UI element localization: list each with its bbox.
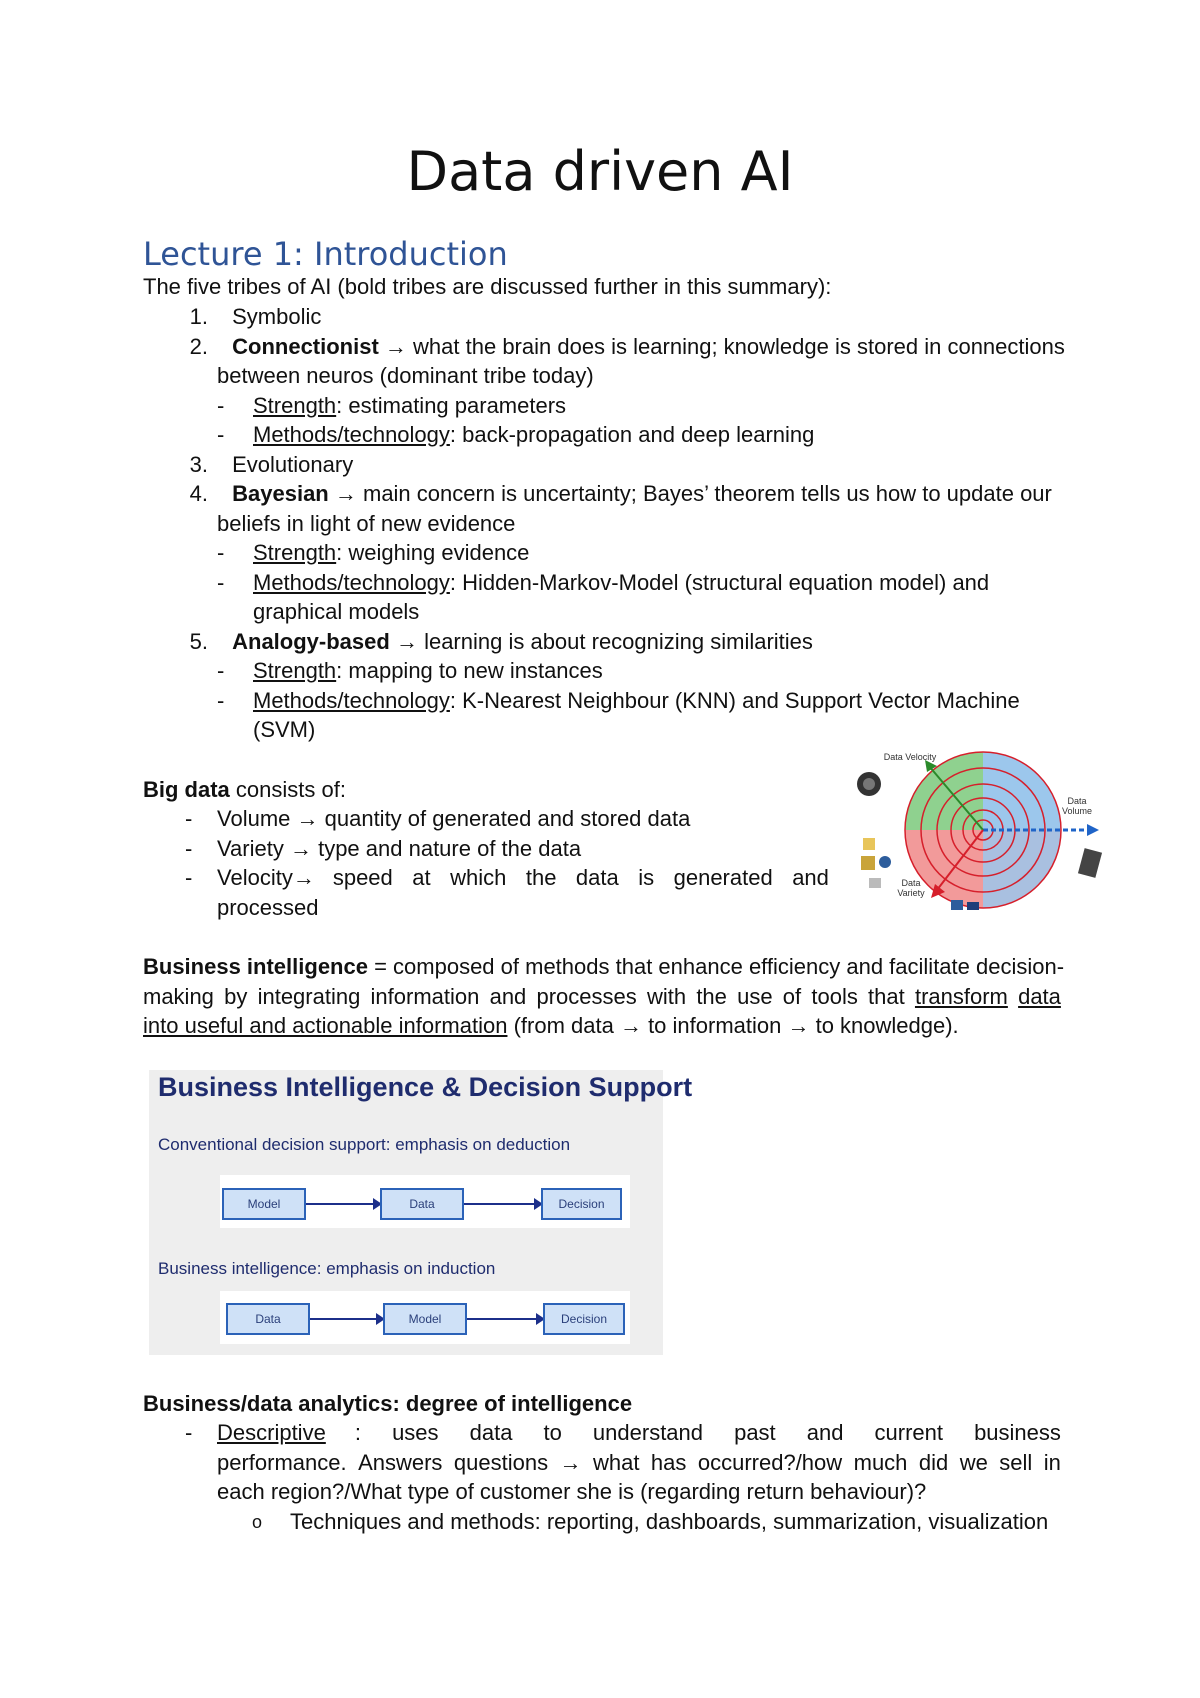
bigdata-desc: [333, 863, 829, 893]
tribe-description: what the brain does is learning; knowledge is stored in connections: [406, 334, 1065, 359]
arrow-glyph: →: [787, 1013, 810, 1038]
volume-arrow-head: [1087, 824, 1099, 836]
bi-word: processes: [536, 984, 637, 1009]
analytics-word: what: [592, 1450, 640, 1475]
bi-text: = composed of methods that enhance efficiency and facilitate decision-: [367, 954, 1065, 979]
bi-induction-label: Business intelligence: emphasis on induction: [158, 1259, 496, 1278]
velocity-word: and: [792, 865, 829, 890]
conventional-label: Conventional decision support: emphasis on deduction: [158, 1135, 571, 1154]
arrow-glyph: →: [384, 334, 407, 359]
analytics-word: to: [543, 1420, 562, 1445]
analytics-word: much: [853, 1450, 908, 1475]
velocity-sector: [895, 750, 985, 830]
flow-box: Model: [222, 1188, 306, 1220]
tribe-description: main concern is uncertainty; Bayes’ theorem tells us how to update our: [356, 481, 1052, 506]
analytics-word: questions: [453, 1450, 549, 1475]
bullet-dash: -: [185, 865, 193, 890]
bi-word: by: [224, 984, 248, 1009]
analytics-word: sell: [999, 1450, 1033, 1475]
velocity-word: generated: [673, 865, 773, 890]
bigdata-item-variety: [185, 834, 582, 864]
bi-word: with: [646, 984, 687, 1009]
analytics-word: occurred?/how: [697, 1450, 843, 1475]
media-icon: [951, 900, 963, 910]
bigdata-label-rest: consists of:: [229, 777, 346, 802]
analytics-word: performance.: [217, 1450, 347, 1475]
document-icon: [863, 838, 875, 850]
arrow-glyph: →: [559, 1450, 582, 1475]
methods-text: : K-Nearest Neighbour (KNN) and Support Vector Machine: [449, 688, 1020, 713]
velocity-word: at: [412, 865, 431, 890]
methods-label: Methods/technology: [253, 570, 450, 595]
list-number: 1.: [189, 304, 208, 329]
analytics-heading-text: Business/data analytics: degree of intelligence: [143, 1391, 633, 1416]
flow-box: Data: [226, 1303, 310, 1335]
sub-item: [217, 391, 567, 421]
hard-drive-icon: [1078, 848, 1102, 878]
arrow-glyph: →: [334, 481, 357, 506]
list-item: [168, 479, 1052, 509]
bi-underlined-word: data: [1018, 984, 1061, 1009]
strength-text: : mapping to new instances: [336, 658, 603, 683]
methods-text: : back-propagation and deep learning: [449, 422, 815, 447]
bi-text: to knowledge).: [809, 1013, 959, 1038]
arrow-glyph: →: [289, 836, 312, 861]
variety-label: Data Variety: [897, 878, 925, 898]
bi-word: integrating: [257, 984, 361, 1009]
descriptive-analytics-label: Descriptive: [217, 1420, 326, 1445]
bi-figure-title: Business Intelligence & Decision Support: [158, 1072, 693, 1102]
tribe-description-cont: between neuros (dominant tribe today): [217, 363, 594, 388]
bullet-dash: -: [217, 688, 225, 713]
globe-icon: [879, 856, 891, 868]
analytics-line3: each region?/What type of customer she is (regarding return behaviour)?: [217, 1479, 927, 1504]
bi-word: and: [489, 984, 527, 1009]
sub-item: [217, 686, 1020, 716]
list-number: 5.: [189, 629, 208, 654]
bi-paragraph-line1: [143, 952, 1064, 982]
analytics-word: we: [959, 1450, 988, 1475]
tribe-name: Bayesian: [232, 481, 329, 506]
bigdata-desc: type and nature of the data: [311, 836, 582, 861]
bigdata-item-volume: [185, 804, 691, 834]
analytics-line2: [217, 1448, 1061, 1478]
intro-text: The five tribes of AI (bold tribes are discussed further in this summary):: [143, 274, 832, 299]
bi-word: information: [370, 984, 480, 1009]
velocity-word: which: [450, 865, 507, 890]
bi-word: of: [782, 984, 802, 1009]
arrow-glyph: →: [619, 1013, 642, 1038]
sub-item: [217, 538, 530, 568]
bi-word: tools: [811, 984, 858, 1009]
bullet-dash: -: [217, 422, 225, 447]
analytics-line1: [217, 1418, 1061, 1448]
bigdata-label: Big data: [143, 777, 230, 802]
flow-arrow: [310, 1318, 383, 1320]
strength-label: Strength: [253, 540, 337, 565]
strength-label: Strength: [253, 658, 337, 683]
flow-box: Data: [380, 1188, 464, 1220]
bi-paragraph-line2: [143, 982, 1061, 1012]
tribe-name: Evolutionary: [232, 452, 354, 477]
tribe-description-cont: beliefs in light of new evidence: [217, 511, 516, 536]
lecture-heading: Lecture 1: Introduction: [143, 235, 508, 273]
list-item: [168, 332, 1065, 362]
bi-word: that: [868, 984, 905, 1009]
bi-word: the: [696, 984, 727, 1009]
flow-arrow: [464, 1203, 541, 1205]
document-title: Data driven AI: [406, 140, 794, 203]
velocity-label: Data Velocity: [883, 752, 937, 762]
folder-icon: [861, 856, 875, 870]
tribe-name: Connectionist: [232, 334, 379, 359]
strength-text: : estimating parameters: [336, 393, 567, 418]
bi-underlined: into useful and actionable information: [143, 1013, 508, 1038]
flow-box: Decision: [541, 1188, 622, 1220]
velocity-word: speed: [332, 865, 393, 890]
sub-item: [217, 420, 815, 450]
list-number: 2.: [189, 334, 208, 359]
arrow-glyph: →: [395, 629, 418, 654]
email-icon: [869, 878, 881, 888]
analytics-word: understand: [592, 1420, 704, 1445]
analytics-heading: [143, 1389, 632, 1419]
bullet-o: o: [252, 1512, 263, 1532]
flow-arrow: [467, 1318, 543, 1320]
sub-item: [217, 568, 990, 598]
tribe-name: Symbolic: [232, 304, 322, 329]
volume-label: Data Volume: [1061, 796, 1093, 816]
bi-label: Business intelligence: [143, 954, 368, 979]
phone-icon: [967, 902, 979, 910]
methods-text-cont: graphical models: [253, 599, 420, 624]
list-item: [168, 302, 321, 332]
tribe-description: learning is about recognizing similarities: [417, 629, 813, 654]
bigdata-term: Velocity: [217, 865, 293, 890]
bi-underlined-word: transform: [914, 984, 1008, 1009]
analytics-word: has: [650, 1450, 687, 1475]
bi-word: use: [737, 984, 773, 1009]
bi-word: making: [143, 984, 214, 1009]
methods-text: : Hidden-Markov-Model (structural equation model) and: [449, 570, 990, 595]
analytics-word: past: [734, 1420, 776, 1445]
analytics-word: data: [469, 1420, 513, 1445]
velocity-word: the: [525, 865, 557, 890]
bullet-dash: -: [217, 540, 225, 565]
velocity-word: data: [575, 865, 619, 890]
arrow-glyph: →: [296, 806, 319, 831]
methods-text-cont: (SVM): [253, 717, 316, 742]
tribe-name: Analogy-based: [232, 629, 390, 654]
list-number: 3.: [189, 452, 208, 477]
list-item: [168, 627, 813, 657]
analytics-word: uses: [392, 1420, 439, 1445]
volume-sector: [983, 750, 1103, 838]
bigdata-desc: quantity of generated and stored data: [318, 806, 691, 831]
bi-text: (from data: [507, 1013, 620, 1038]
bullet-dash: -: [217, 393, 225, 418]
bi-paragraph-line3: [143, 1011, 959, 1041]
flow-box: Decision: [543, 1303, 625, 1335]
sub-item: [217, 656, 603, 686]
methods-label: Methods/technology: [253, 688, 450, 713]
strength-label: Strength: [253, 393, 337, 418]
strength-text: : weighing evidence: [336, 540, 530, 565]
bullet-dash: -: [185, 806, 193, 831]
speedometer-dial: [863, 778, 875, 790]
bi-text: to information: [641, 1013, 788, 1038]
bigdata-item-velocity: [185, 863, 192, 893]
bullet-dash: -: [217, 658, 225, 683]
analytics-word: current: [874, 1420, 943, 1445]
analytics-word: business: [974, 1420, 1061, 1445]
arrow-glyph: →: [292, 865, 315, 890]
bigdata-heading: [143, 775, 346, 805]
methods-label: Methods/technology: [253, 422, 450, 447]
descriptive-analytics-label: :: [354, 1420, 361, 1445]
techniques-text: Techniques and methods: reporting, dashboards, summarization, visualization: [290, 1509, 1049, 1534]
bullet-dash: -: [185, 836, 193, 861]
bigdata-velocity-line: [217, 863, 829, 893]
velocity-word: is: [638, 865, 655, 890]
bullet-dash: -: [185, 1420, 193, 1445]
flow-box: Model: [383, 1303, 467, 1335]
list-item: [168, 450, 353, 480]
flow-arrow: [306, 1203, 380, 1205]
bigdata-term: Volume: [217, 806, 291, 831]
analytics-word: in: [1043, 1450, 1061, 1475]
bigdata-desc-cont: processed: [217, 895, 319, 920]
list-number: 4.: [189, 481, 208, 506]
bullet-dash: -: [217, 570, 225, 595]
bigdata-term: Variety: [217, 836, 284, 861]
analytics-word: did: [918, 1450, 949, 1475]
analytics-word: Answers: [358, 1450, 443, 1475]
analytics-word: and: [806, 1420, 844, 1445]
